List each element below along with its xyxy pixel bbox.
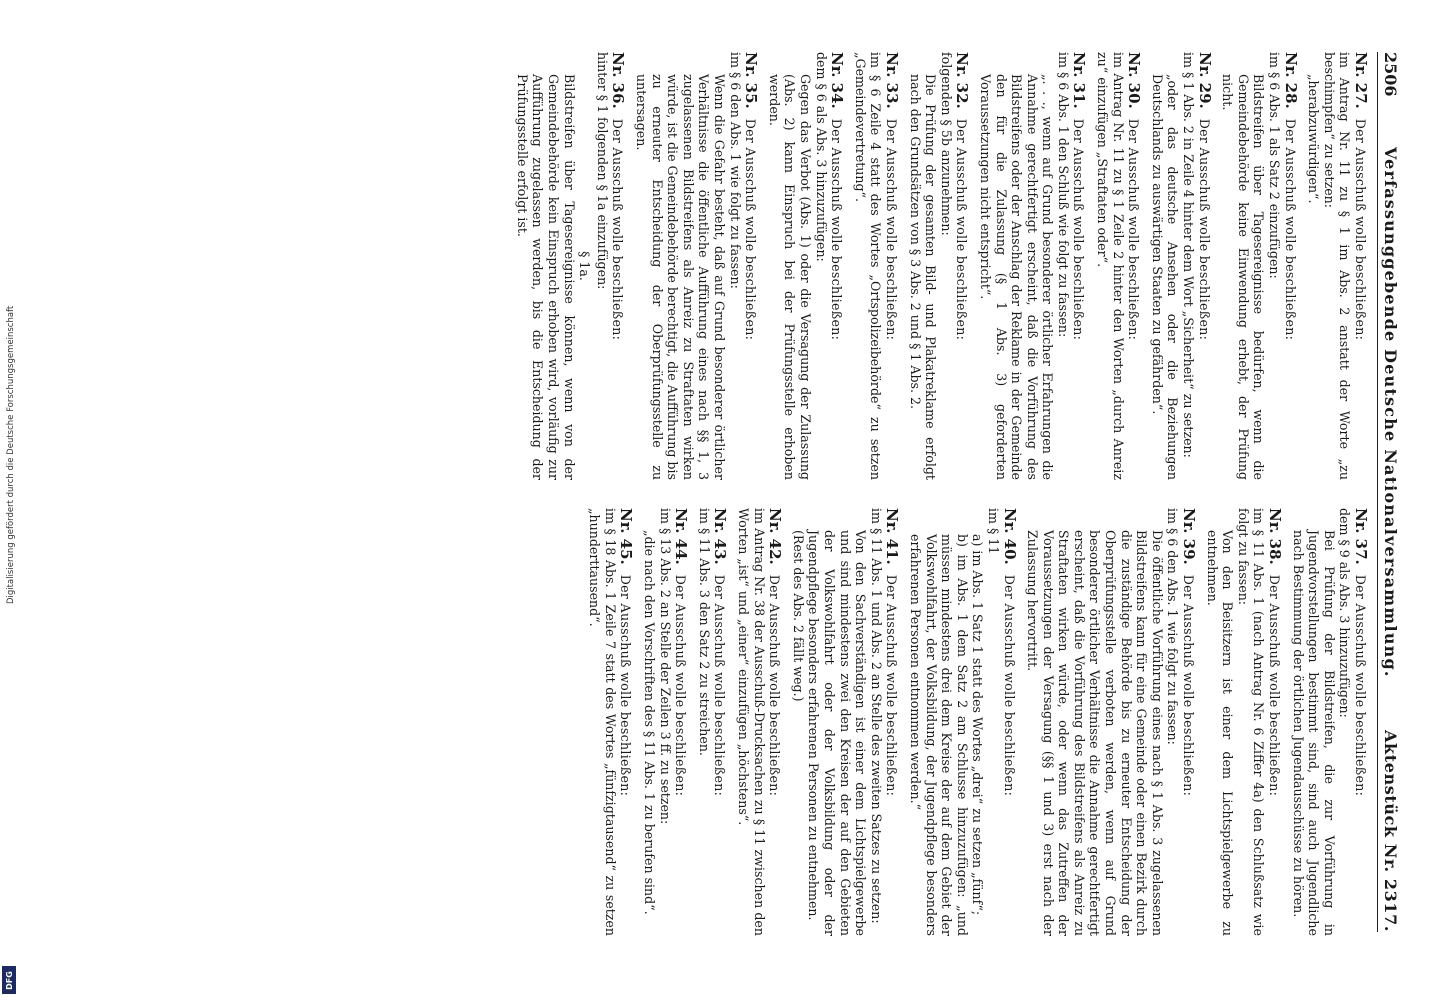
motion-intro: Der Ausschuß wolle beschließen:	[1001, 574, 1017, 797]
dfg-logo-text: DFG	[4, 970, 14, 990]
motion-number: Nr. 33.	[882, 52, 901, 109]
motion-text: im § 13 Abs. 2 an Stelle der Zeilen 3 ff. zu setzen:	[657, 508, 673, 825]
motion-text: im § 11 Abs. 1 und Abs. 2 an Stelle des zweiten Satzes zu setzen:	[868, 508, 884, 924]
motion-number: Nr. 40.	[1000, 508, 1019, 565]
motion-text: im § 11 Abs. 1 (nach Antrag Nr. 6 Ziffer 4a) den Schlußsatz wie folgt zu fassen:	[1235, 508, 1267, 936]
motion-intro: Der Ausschuß wolle beschließen:	[883, 118, 899, 341]
motion-number: Nr. 30.	[1125, 52, 1144, 109]
motion-text: im § 18 Abs. 1 Zeile 7 statt des Wortes „fünfzigtausend“ zu setzen „hunderttausend“.	[587, 508, 618, 936]
motion-entry	[735, 508, 785, 936]
motion-number: Nr. 36.	[609, 52, 628, 109]
motion-text: Die Prüfung der gesamten Bild- und Plakatreklame erfolgt nach den Grundsätzen von § 3 Abs. 2 und § 1 Abs. 2.	[907, 74, 939, 480]
motion-heading	[884, 508, 900, 936]
motion-number: Nr. 45.	[617, 508, 636, 565]
motion-text: Von den Beisitzern ist einer dem Lichtspielgewerbe zu entnehmen.	[1204, 530, 1236, 936]
motion-entry	[1306, 52, 1368, 480]
motion-text: Bei Prüfung der Bildstreifen, die zur Vorführung in Jugendvorstellungen bestimmt sind, sind auch Jugendliche nach Bestimmung der örtlichen Jugendausschüsse zu hören.	[1290, 530, 1337, 936]
motion-number: Nr. 41.	[883, 508, 902, 565]
motion-intro: Der Ausschuß wolle beschließen:	[1267, 574, 1283, 797]
motion-text: Bildstreifen über Tagesereignisse bedürfen, wenn die Gemeindebehörde keine Einwendung erhebt, der Prüfung nicht.	[1220, 74, 1267, 480]
left-column	[506, 52, 1368, 480]
motion-intro: Der Ausschuß wolle beschließen:	[1196, 118, 1212, 341]
motion-entry	[1220, 52, 1298, 480]
motion-heading	[743, 52, 759, 480]
motion-text: im § 11	[985, 508, 1001, 555]
motion-heading	[1352, 508, 1368, 936]
motion-intro: Der Ausschuß wolle beschließen:	[954, 118, 970, 341]
motion-number: Nr. 38.	[1266, 508, 1285, 565]
motion-intro: Der Ausschuß wolle beschließen:	[884, 574, 900, 797]
motion-intro: Der Ausschuß wolle beschließen:	[712, 574, 728, 797]
motion-text: im § 6 Abs. 1 den Schluß wie folgt zu fassen:	[1055, 52, 1071, 338]
motion-heading	[954, 52, 970, 480]
motion-heading	[1352, 52, 1368, 480]
motion-text: § 1a.	[577, 251, 593, 281]
motion-entry	[587, 508, 634, 936]
motion-intro: Der Ausschuß wolle beschließen:	[1181, 574, 1197, 797]
motion-text: im § 1 Abs. 2 in Zeile 4 hinter dem Wort „Sicherheit“ zu setzen:	[1181, 52, 1197, 458]
motion-heading	[610, 52, 626, 480]
motion-heading	[829, 52, 845, 480]
motion-text: dem § 9 als Abs. 3 hinzuzufügen:	[1337, 508, 1353, 718]
right-column	[579, 508, 1368, 936]
motion-text: „die nach den Vorschriften des § 11 Abs. 1 zu berufen sind“.	[642, 530, 658, 915]
motion-number: Nr. 29.	[1195, 52, 1214, 109]
motion-intro: Der Ausschuß wolle beschließen:	[829, 118, 845, 341]
motion-intro: Der Ausschuß wolle beschließen:	[618, 574, 634, 797]
motion-entry	[641, 508, 691, 936]
motion-intro: Der Ausschuß wolle beschließen:	[1071, 118, 1087, 341]
motion-entry	[1149, 52, 1214, 480]
motion-intro: Der Ausschuß wolle beschließen:	[1353, 574, 1368, 797]
motion-intro: Der Ausschuß wolle beschließen:	[610, 118, 626, 341]
motion-heading	[618, 508, 634, 936]
motion-text: hinter § 1 folgenden § 1a einzufügen:	[594, 52, 610, 290]
motion-text: (Rest des Abs. 2 fällt weg.)	[790, 530, 806, 702]
motion-text: im § 6 Abs. 1 als Satz 2 einzufügen:	[1267, 52, 1283, 279]
motion-number: Nr. 31.	[1070, 52, 1089, 109]
motion-heading	[1196, 52, 1212, 480]
motion-heading	[883, 52, 899, 480]
motion-number: Nr. 42.	[766, 508, 785, 565]
motion-intro: Der Ausschuß wolle beschließen:	[1282, 118, 1298, 341]
page-header	[1377, 52, 1400, 932]
motion-heading	[1266, 508, 1285, 936]
motion-number: Nr. 44.	[672, 508, 691, 565]
motion-text: Gegen das Verbot (Abs. 1) oder die Versagung der Zulassung (Abs. 2) kann Einspruch bei der Prüfungsstelle erhoben werden.	[766, 74, 813, 480]
motion-entry	[766, 52, 847, 480]
motion-text: „oder das deutsche Ansehen oder die Beziehungen Deutschlands zu auswärtigen Staaten zu gefährden“.	[1149, 74, 1181, 480]
motion-number: Nr. 27.	[1352, 52, 1370, 109]
motion-text: im § 6 den Abs. 1 wie folgt zu fassen:	[1165, 508, 1181, 745]
motion-text: a) im Abs. 1 Satz 1 statt des Wortes „drei“ zu setzen „fünf“;	[970, 534, 986, 916]
motion-entry	[514, 52, 628, 480]
motion-heading	[1126, 52, 1142, 480]
motion-number: Nr. 32.	[953, 52, 972, 109]
motion-heading	[767, 508, 783, 936]
motion-number: Nr. 35.	[742, 52, 761, 109]
motion-number: Nr. 34.	[828, 52, 847, 109]
page-number: 2506	[1381, 52, 1400, 97]
motion-text: im Antrag Nr. 11 zu § 1 Zeile 2 hinter den Worten „durch Anreiz zu“ einzufügen „Straftaten oder“.	[1095, 52, 1126, 480]
motion-heading	[1001, 508, 1017, 936]
motion-text: Die öffentliche Vorführung eines nach § 1 Abs. 3 zugelassenen Bildstreifens kann für eine Gemeinde oder einen Bezirk durch die zuständige Behörde bis zu erneuter Entscheidung der Oberprüfungsstelle verboten werden, wenn auf Grund besonderer örtlicher Verhältnisse die Annahme gerechtfertigt erscheint, daß die Vorführung des Bildstreifens als Anreiz zu Straftaten wirken würde, oder wenn das Zutreffen der Voraussetzungen der Versagung (§§ 1 und 3) erst nach der Zulassung hervortritt.	[1025, 530, 1165, 936]
motion-entry	[907, 508, 1019, 936]
motion-number: Nr. 37.	[1352, 508, 1370, 565]
motion-number: Nr. 43.	[711, 508, 730, 565]
digitization-note: Digitalisierung gefördert durch die Deutsche Forschungsgemeinschaft	[6, 305, 16, 604]
motion-intro: Der Ausschuß wolle beschließen:	[673, 574, 689, 797]
motion-text: im Antrag Nr. 38 der Ausschuß-Drucksachen zu § 11 zwischen den Worten „ist“ und „einer“ einzufügen „höchstens“.	[736, 508, 767, 936]
motion-entry	[633, 52, 761, 480]
motion-entry	[907, 52, 972, 480]
motion-text: im § 6 Zeile 4 statt des Wortes „Ortspolizeibehörde“ zu setzen „Gemeindevertretung“.	[852, 52, 884, 480]
motion-entry	[1025, 508, 1197, 936]
motion-text: „herabzuwürdigen“.	[1306, 74, 1322, 204]
motion-text: Bildstreifen über Tagesereignisse können, wenn von der Gemeindebehörde kein Einspruch erhoben wird, vorläufig zur Aufführung zugelassen werden, bis die Entscheidung der Prüfungsstelle erfolgt ist.	[514, 74, 577, 480]
motion-entry	[1290, 508, 1368, 936]
motion-heading	[1180, 508, 1199, 936]
page-title: Verfassunggebende Deutsche Nationalversammlung.	[1381, 147, 1400, 678]
motion-text: im Antrag Nr. 11 zu § 1 im Abs. 2 anstatt der Worte „zu beschimpfen“ zu setzen:	[1321, 52, 1353, 480]
dfg-logo	[2, 966, 16, 994]
document-page	[104, 0, 1434, 1000]
motion-text: Von den Sachverständigen ist einer dem Lichtspielgewerbe und sind mindestens zwei den Kreisen der auf den Gebieten der Volkswohlfahrt oder der Volksbildung oder der Jugendpflege besonders erfahrenen Personen zu entnehmen.	[806, 530, 869, 936]
motion-text: Wenn die Gefahr besteht, daß auf Grund besonderer örtlicher Verhältnisse die öffentliche Aufführung eines nach §§ 1, 3 zugelassenen Bildstreifens als Anreiz zu Straftaten wirken würde, ist die Gemeindebehörde berechtigt, die Aufführung bis zu erneuter Entscheidung der Oberprüfungsstelle zu untersagen.	[634, 74, 728, 480]
motion-entry	[696, 508, 730, 936]
motion-entry	[1095, 52, 1142, 480]
motion-text: dem § 6 als Abs. 3 hinzuzufügen:	[813, 52, 829, 262]
motion-entry	[790, 508, 902, 936]
motion-heading	[712, 508, 728, 936]
motion-intro: Der Ausschuß wolle beschließen:	[1126, 118, 1142, 341]
motion-intro: Der Ausschuß wolle beschließen:	[767, 574, 783, 797]
motion-number: Nr. 39.	[1180, 508, 1199, 565]
motion-text: im § 6 den Abs. 1 wie folgt zu fassen:	[727, 52, 743, 289]
document-reference: Aktenstück Nr. 2317.	[1381, 730, 1400, 932]
motion-heading	[1071, 52, 1087, 480]
motion-entry	[977, 52, 1089, 480]
motion-entry	[852, 52, 899, 480]
motion-number: Nr. 28.	[1281, 52, 1300, 109]
motion-heading	[673, 508, 689, 936]
motion-text: b) im Abs. 1 dem Satz 2 am Schlusse hinzuzufügen: „und müssen mindestens drei dem Kreise der auf dem Gebiet der Volkswohlfahrt, der Volksbildung, der Jugendpflege besonders erfahrenen Personen entnommen werden.“	[907, 534, 970, 936]
motion-heading	[1282, 52, 1298, 480]
motion-intro: Der Ausschuß wolle beschließen:	[743, 118, 759, 341]
motion-text: folgenden § 5b anzunehmen:	[938, 52, 954, 236]
motion-text: „. . ., wenn auf Grund besonderer örtlicher Erfahrungen die Annahme gerechtfertigt erscheint, daß die Vorführung des Bildstreifens oder der Anschlag der Reklame in der Gemeinde den für die Zulassung (§ 1 Abs. 3) geforderten Voraussetzungen nicht entspricht“.	[977, 74, 1056, 480]
motion-entry	[1204, 508, 1285, 936]
motion-intro: Der Ausschuß wolle beschließen:	[1353, 118, 1368, 341]
motion-text: im § 11 Abs. 3 den Satz 2 zu streichen.	[696, 508, 712, 756]
